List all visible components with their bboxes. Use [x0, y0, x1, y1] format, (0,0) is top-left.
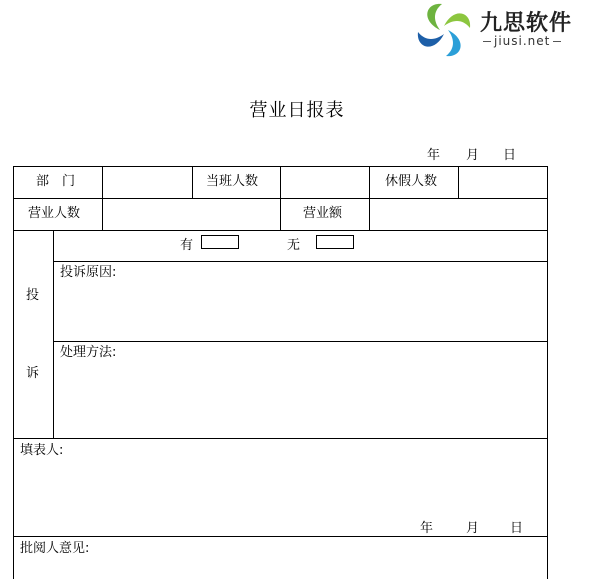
date-year-label: 年 [427, 148, 441, 163]
on-leave-count-label: 休假人数 [385, 174, 438, 189]
handling-method-field[interactable] [54, 361, 547, 438]
complaint-side-label-2: 诉 [26, 366, 40, 381]
dept-label: 部 门 [36, 174, 76, 189]
complaint-reason-field[interactable] [54, 281, 547, 341]
filler-field[interactable] [14, 459, 547, 514]
revenue-field[interactable] [370, 199, 547, 230]
has-complaint-label: 有 [180, 238, 194, 253]
complaint-reason-label: 投诉原因: [60, 265, 117, 280]
date-day-label: 日 [503, 148, 517, 163]
revenue-label: 营业额 [303, 206, 343, 221]
handling-method-label: 处理方法: [60, 345, 117, 360]
brand-logo [414, 0, 594, 60]
has-complaint-checkbox[interactable] [201, 235, 239, 249]
no-complaint-label: 无 [287, 238, 301, 253]
on-duty-count-label: 当班人数 [206, 174, 259, 189]
on-duty-count-field[interactable] [281, 167, 369, 198]
bottom-date-month-label: 月 [466, 521, 480, 536]
reviewer-opinion-label: 批阅人意见: [20, 541, 90, 556]
complaint-side-label-1: 投 [26, 288, 40, 303]
brand-domain: jiusi.net [480, 34, 564, 48]
bottom-date-year-label: 年 [420, 521, 434, 536]
date-month-label: 月 [466, 148, 480, 163]
logo-swirl-icon [414, 0, 474, 60]
reviewer-opinion-field[interactable] [14, 557, 547, 579]
dept-field[interactable] [103, 167, 192, 198]
page-title: 营业日报表 [249, 100, 345, 121]
filler-label: 填表人: [20, 443, 64, 458]
staff-count-field[interactable] [103, 199, 280, 230]
no-complaint-checkbox[interactable] [316, 235, 354, 249]
staff-count-label: 营业人数 [28, 206, 81, 221]
bottom-date-day-label: 日 [510, 521, 524, 536]
on-leave-count-field[interactable] [459, 167, 547, 198]
brand-name: 九思软件 [480, 11, 573, 36]
